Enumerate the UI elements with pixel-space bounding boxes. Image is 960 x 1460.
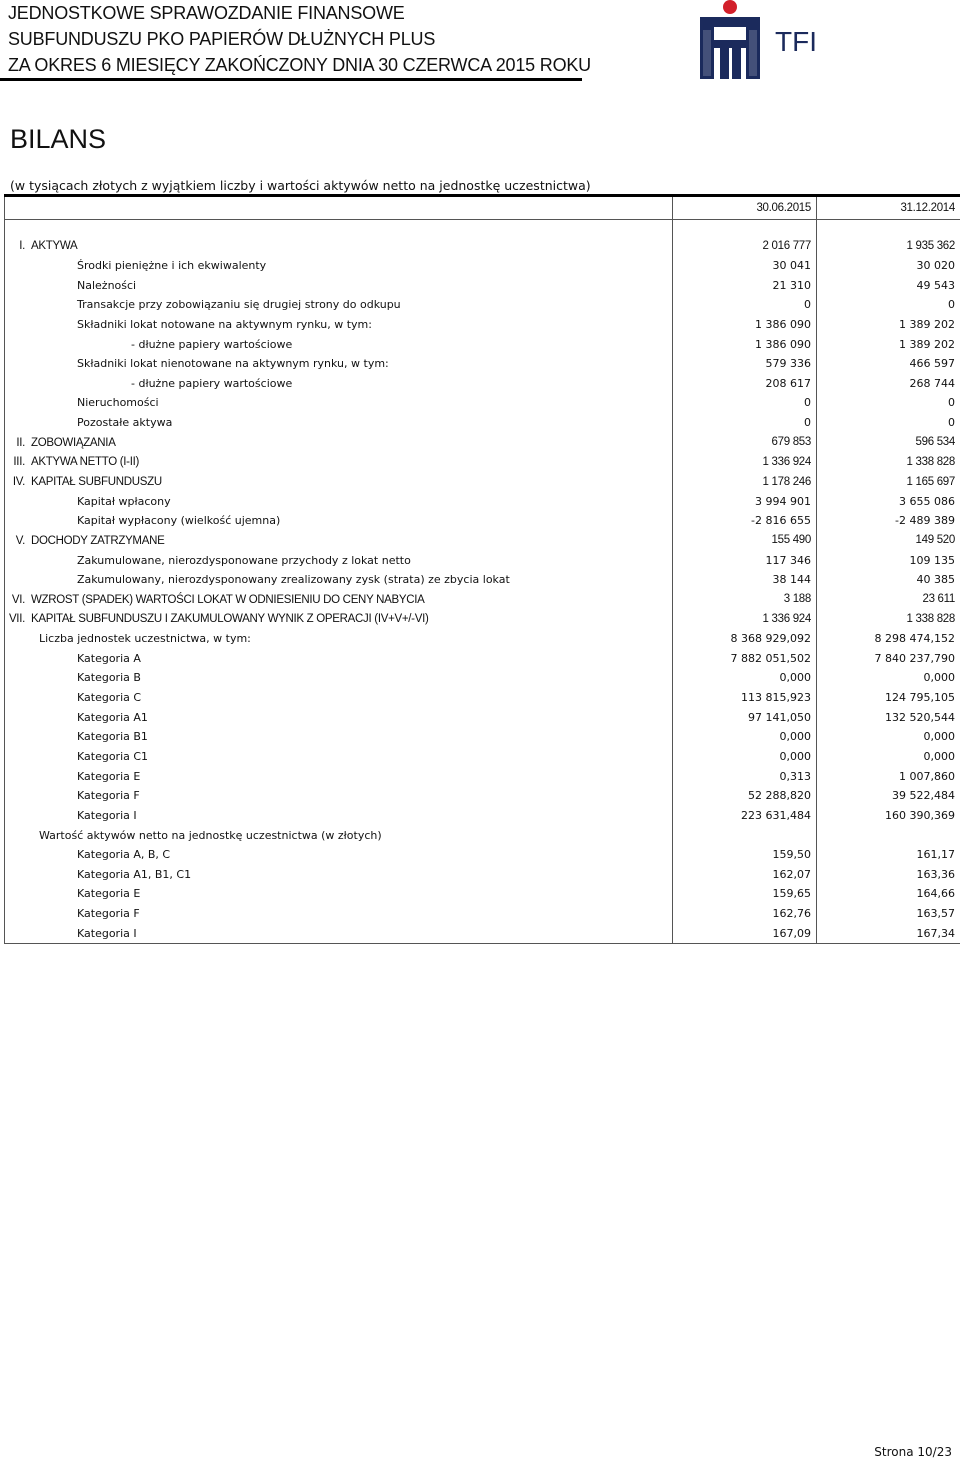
row-label-cell <box>5 707 673 727</box>
table-row <box>5 236 960 256</box>
page-number: Strona 10/23 <box>874 1445 952 1459</box>
table-row <box>5 550 960 570</box>
row-label: Wartość aktywów netto na jednostkę uczestnictwa (w złotych) <box>39 828 382 842</box>
value-2014: 0 <box>817 413 960 433</box>
row-label: ZOBOWIĄZANIA <box>31 436 116 449</box>
row-label-cell <box>5 275 673 295</box>
row-roman-numeral: II. <box>16 436 25 449</box>
value-2014: 161,17 <box>817 845 960 865</box>
table-row <box>5 334 960 354</box>
row-label: Kategoria A, B, C <box>77 848 171 862</box>
value-2014 <box>817 825 960 845</box>
row-label: Pozostałe aktywa <box>77 416 173 430</box>
row-label: Kategoria C1 <box>77 749 149 763</box>
header-titles <box>8 0 591 78</box>
row-label-cell <box>5 688 673 708</box>
row-label-cell <box>5 727 673 747</box>
row-label-cell <box>5 648 673 668</box>
value-2014: 1 165 697 <box>817 472 960 492</box>
value-2014: 40 385 <box>817 570 960 590</box>
row-label-cell <box>5 531 673 551</box>
value-2014: 0 <box>817 393 960 413</box>
row-label: DOCHODY ZATRZYMANE <box>31 534 165 547</box>
table-row <box>5 904 960 924</box>
table-row <box>5 825 960 845</box>
row-label-cell <box>5 354 673 374</box>
header-divider <box>0 78 582 81</box>
value-2014: 3 655 086 <box>817 491 960 511</box>
value-2015: 3 994 901 <box>673 491 817 511</box>
balance-sheet-table <box>4 194 960 944</box>
table-row <box>5 609 960 629</box>
table-row <box>5 432 960 452</box>
table-row <box>5 295 960 315</box>
row-label: WZROST (SPADEK) WARTOŚCI LOKAT W ODNIESIENIU DO CENY NABYCIA <box>31 593 425 606</box>
spacer-cell <box>817 220 960 237</box>
value-2015: 0 <box>673 295 817 315</box>
value-2015: 113 815,923 <box>673 688 817 708</box>
value-2015: 3 188 <box>673 590 817 610</box>
row-roman-numeral: III. <box>13 456 25 469</box>
row-label-cell <box>5 236 673 256</box>
value-2015: 21 310 <box>673 275 817 295</box>
row-label: - dłużne papiery wartościowe <box>131 337 293 351</box>
row-label-cell <box>5 472 673 492</box>
table-row <box>5 668 960 688</box>
row-label-cell <box>5 295 673 315</box>
row-label-cell <box>5 452 673 472</box>
row-label: Kategoria B <box>77 671 141 685</box>
value-2015 <box>673 825 817 845</box>
value-2015: 0,313 <box>673 766 817 786</box>
value-2014: 160 390,369 <box>817 806 960 826</box>
value-2015: 159,65 <box>673 884 817 904</box>
row-label-cell <box>5 904 673 924</box>
row-label: KAPITAŁ SUBFUNDUSZU <box>31 476 162 488</box>
table-row <box>5 806 960 826</box>
row-label: Kategoria F <box>77 907 140 921</box>
value-2014: 1 338 828 <box>817 609 960 629</box>
table-row <box>5 531 960 551</box>
value-2015: 7 882 051,502 <box>673 648 817 668</box>
row-label: AKTYWA NETTO (I-II) <box>31 456 140 469</box>
table-row <box>5 373 960 393</box>
column-header-2015: 30.06.2015 <box>673 196 817 220</box>
page-title: BILANS <box>10 124 107 154</box>
table-row <box>5 315 960 335</box>
value-2014: 39 522,484 <box>817 786 960 806</box>
value-2014: 8 298 474,152 <box>817 629 960 649</box>
row-label-cell <box>5 609 673 629</box>
row-label: Składniki lokat notowane na aktywnym rynku, w tym: <box>77 317 372 331</box>
value-2015: 0,000 <box>673 747 817 767</box>
value-2015: 0,000 <box>673 668 817 688</box>
table-row <box>5 570 960 590</box>
table-row <box>5 688 960 708</box>
table-row <box>5 629 960 649</box>
value-2015: 167,09 <box>673 923 817 943</box>
balance-sheet-table-container <box>4 194 960 944</box>
value-2015: 162,07 <box>673 865 817 885</box>
value-2015: -2 816 655 <box>673 511 817 531</box>
row-label: Liczba jednostek uczestnictwa, w tym: <box>39 632 251 646</box>
row-label: Kategoria A1, B1, C1 <box>77 867 192 881</box>
value-2015: 97 141,050 <box>673 707 817 727</box>
row-label: Należności <box>77 278 137 292</box>
row-label-cell <box>5 491 673 511</box>
value-2014: 596 534 <box>817 432 960 452</box>
table-row <box>5 511 960 531</box>
row-label: AKTYWA <box>31 240 78 253</box>
value-2014: 268 744 <box>817 373 960 393</box>
value-2015: 579 336 <box>673 354 817 374</box>
table-row <box>5 845 960 865</box>
header-line-3: ZA OKRES 6 MIESIĘCY ZAKOŃCZONY DNIA 30 CZERWCA 2015 ROKU <box>8 55 591 75</box>
value-2014: 167,34 <box>817 923 960 943</box>
value-2015: 1 386 090 <box>673 334 817 354</box>
header-label-cell <box>5 196 673 220</box>
row-label-cell <box>5 334 673 354</box>
row-label-cell <box>5 315 673 335</box>
value-2015: 223 631,484 <box>673 806 817 826</box>
table-spacer-row <box>5 220 960 237</box>
value-2014: 0,000 <box>817 668 960 688</box>
value-2015: 208 617 <box>673 373 817 393</box>
row-label-cell <box>5 393 673 413</box>
table-row <box>5 707 960 727</box>
row-label: Zakumulowany, nierozdysponowany zrealizowany zysk (strata) ze zbycia lokat <box>77 573 510 587</box>
value-2014: 132 520,544 <box>817 707 960 727</box>
row-label-cell <box>5 806 673 826</box>
value-2014: 30 020 <box>817 256 960 276</box>
row-label-cell <box>5 413 673 433</box>
value-2014: 124 795,105 <box>817 688 960 708</box>
value-2014: 163,57 <box>817 904 960 924</box>
value-2014: 0,000 <box>817 727 960 747</box>
value-2014: 1 389 202 <box>817 334 960 354</box>
row-roman-numeral: V. <box>15 534 25 547</box>
value-2014: 0,000 <box>817 747 960 767</box>
table-row <box>5 491 960 511</box>
column-header-2014: 31.12.2014 <box>817 196 960 220</box>
row-label: - dłużne papiery wartościowe <box>131 376 293 390</box>
row-label-cell <box>5 845 673 865</box>
value-2014: 1 338 828 <box>817 452 960 472</box>
row-label: Transakcje przy zobowiązaniu się drugiej strony do odkupu <box>77 298 401 312</box>
row-label: Kapitał wypłacony (wielkość ujemna) <box>77 514 281 528</box>
value-2014: 7 840 237,790 <box>817 648 960 668</box>
table-row <box>5 923 960 943</box>
table-row <box>5 413 960 433</box>
table-row <box>5 393 960 413</box>
value-2014: 109 135 <box>817 550 960 570</box>
value-2014: 49 543 <box>817 275 960 295</box>
row-label: Kategoria A <box>77 651 141 665</box>
row-label: Nieruchomości <box>77 396 159 410</box>
row-label: Kategoria C <box>77 691 142 705</box>
value-2014: 164,66 <box>817 884 960 904</box>
table-row <box>5 590 960 610</box>
value-2015: 52 288,820 <box>673 786 817 806</box>
value-2015: 0 <box>673 393 817 413</box>
row-label: Kategoria F <box>77 789 140 803</box>
row-roman-numeral: IV. <box>12 476 25 488</box>
value-2015: 117 346 <box>673 550 817 570</box>
value-2015: 159,50 <box>673 845 817 865</box>
row-label-cell <box>5 256 673 276</box>
value-2014: 163,36 <box>817 865 960 885</box>
header-line-2: SUBFUNDUSZU PKO PAPIERÓW DŁUŻNYCH PLUS <box>8 29 436 49</box>
value-2015: 1 336 924 <box>673 609 817 629</box>
logo-text: TFI <box>775 26 817 57</box>
row-label: KAPITAŁ SUBFUNDUSZU I ZAKUMULOWANY WYNIK Z OPERACJI (IV+V+/-VI) <box>31 613 429 626</box>
value-2015: 30 041 <box>673 256 817 276</box>
value-2014: 23 611 <box>817 590 960 610</box>
row-label-cell <box>5 511 673 531</box>
row-label-cell <box>5 629 673 649</box>
table-row <box>5 865 960 885</box>
table-row <box>5 648 960 668</box>
value-2014: 0 <box>817 295 960 315</box>
row-label-cell <box>5 590 673 610</box>
document-header <box>0 0 960 90</box>
row-label: Kategoria I <box>77 926 137 940</box>
table-row <box>5 786 960 806</box>
row-label: Kategoria A1 <box>77 710 148 724</box>
row-roman-numeral: VII. <box>8 613 25 626</box>
value-2015: 1 336 924 <box>673 452 817 472</box>
value-2014: 1 389 202 <box>817 315 960 335</box>
row-roman-numeral: VI. <box>11 593 25 606</box>
value-2015: 8 368 929,092 <box>673 629 817 649</box>
table-row <box>5 472 960 492</box>
row-label-cell <box>5 570 673 590</box>
value-2015: 0,000 <box>673 727 817 747</box>
table-row <box>5 275 960 295</box>
row-label-cell <box>5 747 673 767</box>
row-label: Kapitał wpłacony <box>77 494 171 508</box>
value-2015: 2 016 777 <box>673 236 817 256</box>
table-row <box>5 452 960 472</box>
value-2014: 1 007,860 <box>817 766 960 786</box>
page-subtitle: (w tysiącach złotych z wyjątkiem liczby i wartości aktywów netto na jednostkę uczestnictwa) <box>10 178 591 193</box>
row-label: Składniki lokat nienotowane na aktywnym rynku, w tym: <box>77 357 389 371</box>
value-2015: 679 853 <box>673 432 817 452</box>
table-row <box>5 884 960 904</box>
row-label: Zakumulowane, nierozdysponowane przychody z lokat netto <box>77 553 411 567</box>
row-label-cell <box>5 432 673 452</box>
table-row <box>5 727 960 747</box>
value-2015: 155 490 <box>673 531 817 551</box>
row-label-cell <box>5 766 673 786</box>
row-roman-numeral: I. <box>19 240 25 253</box>
value-2015: 162,76 <box>673 904 817 924</box>
value-2015: 38 144 <box>673 570 817 590</box>
row-label-cell <box>5 884 673 904</box>
table-row <box>5 354 960 374</box>
value-2015: 1 386 090 <box>673 315 817 335</box>
row-label-cell <box>5 786 673 806</box>
value-2014: 1 935 362 <box>817 236 960 256</box>
value-2014: 466 597 <box>817 354 960 374</box>
value-2015: 0 <box>673 413 817 433</box>
header-line-1: JEDNOSTKOWE SPRAWOZDANIE FINANSOWE <box>8 3 405 23</box>
row-label: Kategoria B1 <box>77 730 148 744</box>
row-label-cell <box>5 550 673 570</box>
table-header-row <box>5 196 960 220</box>
row-label: Kategoria E <box>77 887 141 901</box>
row-label-cell <box>5 825 673 845</box>
value-2014: 149 520 <box>817 531 960 551</box>
row-label: Kategoria I <box>77 808 137 822</box>
table-row <box>5 766 960 786</box>
row-label: Środki pieniężne i ich ekwiwalenty <box>77 258 267 272</box>
value-2014: -2 489 389 <box>817 511 960 531</box>
row-label: Kategoria E <box>77 769 141 783</box>
value-2015: 1 178 246 <box>673 472 817 492</box>
row-label-cell <box>5 923 673 943</box>
row-label-cell <box>5 373 673 393</box>
row-label-cell <box>5 865 673 885</box>
spacer-cell <box>673 220 817 237</box>
row-label-cell <box>5 668 673 688</box>
spacer-cell <box>5 220 673 237</box>
table-row <box>5 747 960 767</box>
table-row <box>5 256 960 276</box>
